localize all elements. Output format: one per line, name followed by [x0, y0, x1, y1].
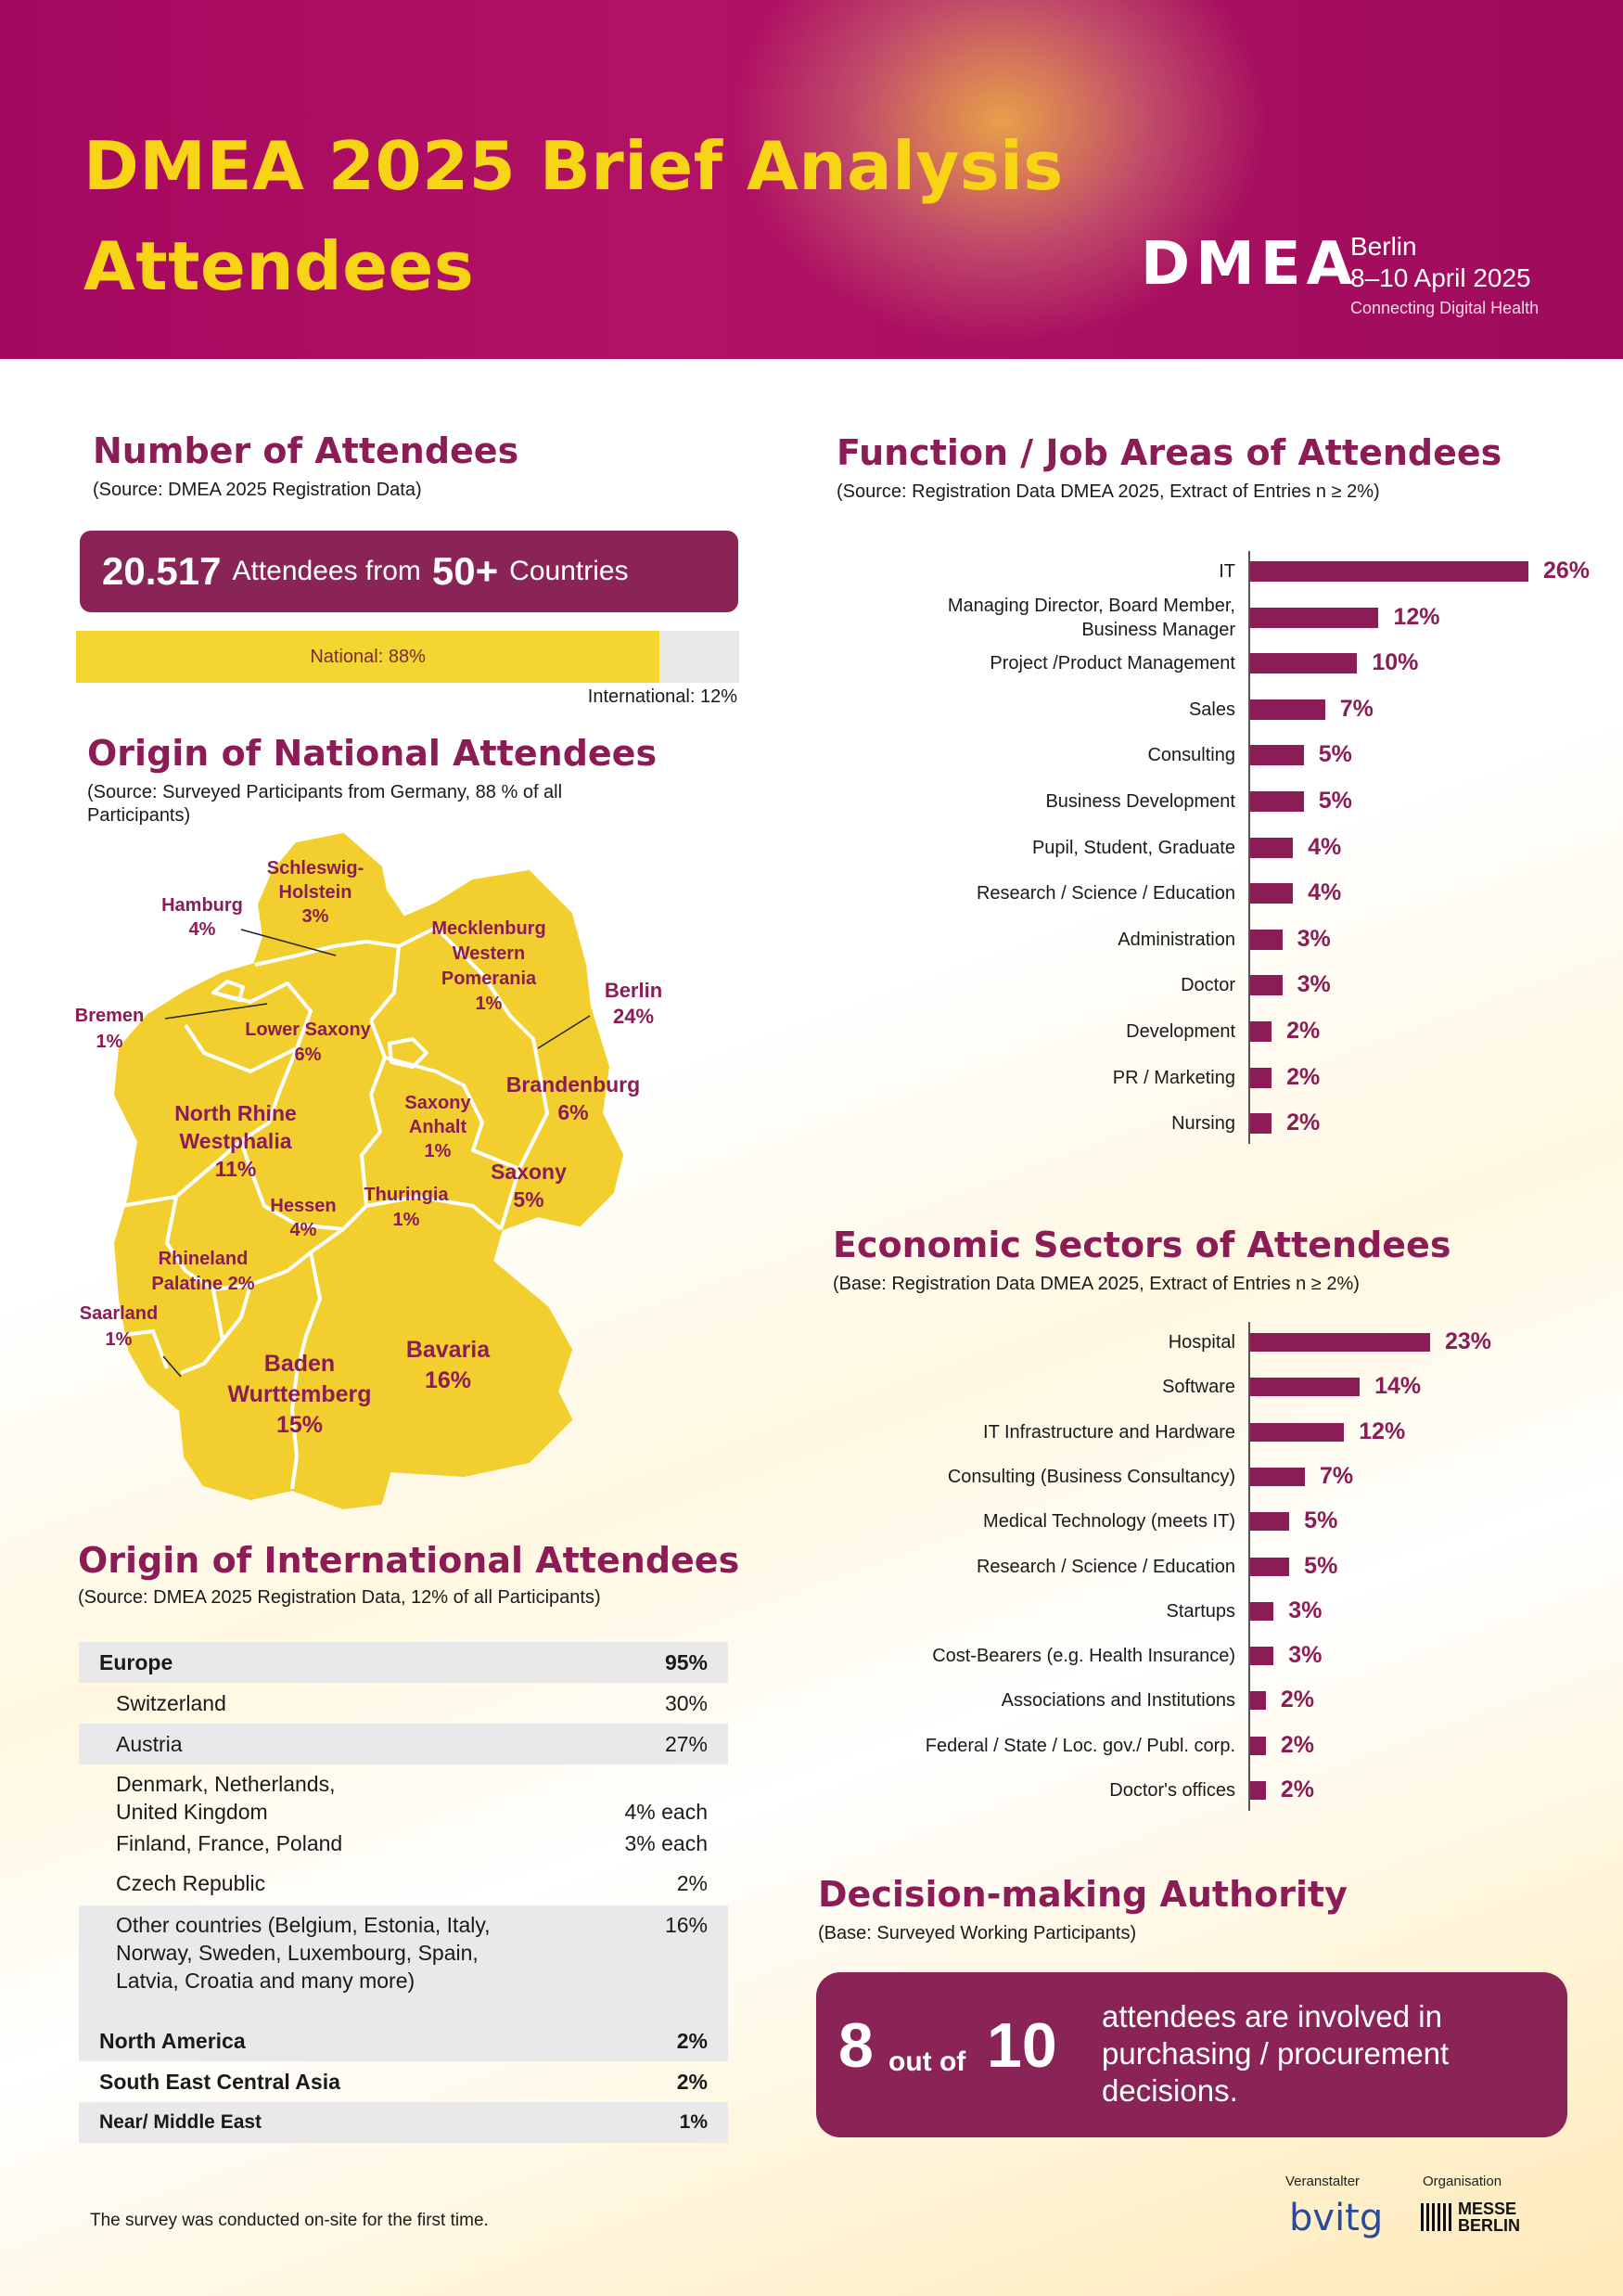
bar — [1250, 791, 1304, 812]
table-row — [79, 2102, 728, 2143]
label-baden-wurttemberg: Baden Wurttemberg 15% — [227, 1351, 372, 1438]
bar — [1250, 1512, 1289, 1531]
bar-label: Cost-Bearers (e.g. Health Insurance) — [932, 1646, 1235, 1667]
survey-footnote: The survey was conducted on-site for the first time. — [90, 2211, 489, 2230]
row-label: Czech Republic — [116, 1870, 266, 1895]
label-bremen: Bremen 1% — [74, 1006, 145, 1052]
label-brandenburg: Brandenburg 6% — [505, 1072, 641, 1124]
bar-label: Federal / State / Loc. gov./ Publ. corp. — [925, 1735, 1235, 1756]
bar — [1250, 1113, 1272, 1134]
table-row — [79, 1683, 728, 1724]
row-value: 2% — [676, 2069, 708, 2094]
label-berlin: Berlin 24% — [604, 979, 663, 1028]
row-label: Near/ Middle East — [99, 2111, 262, 2133]
table-row — [79, 1905, 728, 2020]
international-source: (Source: DMEA 2025 Registration Data, 12% of all Participants) — [78, 1587, 601, 1608]
bar-value-label: 23% — [1445, 1328, 1492, 1354]
bar-label: Doctor — [1181, 975, 1235, 996]
decision-denominator: 10 — [987, 2010, 1057, 2081]
bar-value-label: 3% — [1297, 925, 1331, 952]
bar — [1250, 699, 1325, 720]
bar — [1250, 1021, 1272, 1042]
bar-axis — [1248, 551, 1250, 1144]
bar-axis — [1248, 1322, 1250, 1811]
bar-label: Consulting (Business Consultancy) — [947, 1466, 1235, 1487]
page-title — [83, 116, 1064, 316]
messe-logo-icon — [1421, 2203, 1452, 2231]
bar-value-label: 2% — [1286, 1063, 1321, 1090]
label-saarland: Saarland 1% — [79, 1303, 159, 1350]
bar — [1250, 1068, 1272, 1088]
logo-tagline: Connecting Digital Health — [1350, 299, 1540, 317]
bar-value-label: 2% — [1280, 1777, 1314, 1802]
bar-value-label: 14% — [1374, 1373, 1422, 1400]
row-label: Finland, France, Poland — [116, 1830, 343, 1855]
function-heading: Function / Job Areas of Attendees — [837, 432, 1502, 473]
title-line-2: Attendees — [83, 227, 475, 305]
bvitg-logo: bvitg — [1289, 2197, 1384, 2239]
bar-label: IT Infrastructure and Hardware — [983, 1421, 1235, 1443]
bar — [1250, 1423, 1344, 1442]
bar-value-label: 7% — [1320, 1462, 1354, 1489]
countries-count: 50+ — [431, 549, 499, 593]
bar-value-label: 12% — [1393, 603, 1440, 630]
bar-value-label: 2% — [1280, 1687, 1314, 1713]
row-value: 2% — [676, 1870, 708, 1895]
bar — [1250, 1781, 1266, 1800]
bar-value-label: 10% — [1372, 649, 1419, 676]
bar — [1250, 1737, 1266, 1755]
bar — [1250, 930, 1283, 950]
bar-label: Hospital — [1168, 1332, 1235, 1353]
dmea-logo: DMEA — [1141, 230, 1359, 299]
label-mecklenburg: Mecklenburg Western Pomerania 1% — [431, 918, 546, 1014]
decision-numerator: 8 — [838, 2010, 874, 2081]
bar — [1250, 1468, 1305, 1486]
table-row — [79, 1764, 728, 1826]
bar — [1250, 883, 1293, 904]
bar-value-label: 3% — [1297, 971, 1331, 998]
bar-value-label: 26% — [1543, 558, 1591, 584]
bar-label: Consulting — [1147, 745, 1235, 766]
attendees-from-text: Attendees from — [232, 556, 421, 586]
logo-city: Berlin — [1350, 232, 1417, 261]
international-heading: Origin of International Attendees — [78, 1540, 740, 1581]
row-label: Europe — [99, 1649, 173, 1674]
decision-box — [816, 1972, 1567, 2137]
bar-value-label: 3% — [1288, 1597, 1323, 1623]
bar-value-label: 12% — [1359, 1417, 1406, 1444]
label-hamburg: Hamburg 4% — [161, 895, 243, 940]
title-line-1: DMEA 2025 Brief Analysis — [83, 127, 1064, 205]
bar-label: Startups — [1166, 1600, 1235, 1622]
attendees-count: 20.517 — [102, 549, 222, 593]
row-label: South East Central Asia — [99, 2069, 340, 2094]
label-thuringia: Thuringia 1% — [364, 1185, 449, 1230]
table-row — [79, 1861, 728, 1905]
row-value: 2% — [676, 2028, 708, 2053]
bar-value-label: 5% — [1304, 1507, 1338, 1534]
sectors-source: (Base: Registration Data DMEA 2025, Extract of Entries n ≥ 2%) — [833, 1274, 1360, 1294]
bar-label: Business Development — [1045, 791, 1235, 812]
organizer-label: Veranstalter — [1285, 2174, 1361, 2189]
attendees-count-box — [80, 531, 738, 612]
bar-value-label: 5% — [1318, 788, 1352, 814]
row-label: Other countries (Belgium, Estonia, Italy, Norway, Sweden, Luxembourg, Spain, Latvia, Croatia and many more) — [116, 1913, 491, 1993]
attendees-heading: Number of Attendees — [93, 430, 519, 471]
logo-dates: 8–10 April 2025 — [1350, 263, 1531, 292]
decision-source: (Base: Surveyed Working Participants) — [818, 1923, 1137, 1943]
row-value: 27% — [664, 1731, 708, 1756]
bar — [1250, 561, 1528, 582]
row-label: Denmark, Netherlands, United Kingdom — [116, 1772, 336, 1824]
bar-label: Sales — [1188, 699, 1235, 720]
bar-label: Research / Science / Education — [976, 1556, 1235, 1577]
bar — [1250, 1333, 1430, 1352]
messe-berlin-logo — [1421, 2200, 1520, 2234]
national-heading: Origin of National Attendees — [87, 733, 658, 774]
national-share-fill — [76, 631, 659, 683]
bar-label: Administration — [1118, 929, 1235, 950]
label-hessen: Hessen 4% — [270, 1196, 337, 1240]
international-table — [79, 1642, 728, 2143]
international-label: International: 12% — [587, 686, 737, 707]
label-saxony: Saxony 5% — [491, 1160, 567, 1212]
bar — [1250, 975, 1283, 995]
bar-label: Development — [1126, 1021, 1235, 1042]
bar-value-label: 2% — [1280, 1731, 1314, 1758]
bar-label: Software — [1162, 1377, 1235, 1398]
row-value: 4% each — [624, 1800, 708, 1824]
bar-value-label: 4% — [1308, 833, 1342, 860]
bar-value-label: 4% — [1308, 879, 1342, 906]
countries-text: Countries — [509, 556, 629, 586]
bar-label: Doctor's offices — [1109, 1780, 1235, 1801]
bar — [1250, 745, 1304, 765]
table-row — [79, 1642, 728, 1683]
row-label: Switzerland — [116, 1690, 226, 1715]
table-row — [79, 2061, 728, 2102]
row-value: 3% each — [624, 1830, 708, 1855]
bar — [1250, 1602, 1273, 1621]
bar-value-label: 7% — [1339, 695, 1374, 722]
bar — [1250, 838, 1293, 858]
row-value: 30% — [664, 1690, 708, 1715]
bar — [1250, 653, 1357, 673]
row-label: Austria — [116, 1731, 183, 1756]
bar-label: PR / Marketing — [1112, 1067, 1235, 1088]
messe-line-2: BERLIN — [1458, 2216, 1520, 2235]
bar-label: Project /Product Management — [990, 653, 1235, 674]
bar-label: Managing Director, Board Member, Business Manager — [947, 595, 1235, 640]
national-source: (Source: Surveyed Participants from Germany, 88 % of all Participants) — [87, 782, 563, 826]
bar-label: Associations and Institutions — [1001, 1690, 1235, 1712]
germany-map — [65, 816, 663, 1521]
label-schleswig-holstein: Schleswig-Holstein 3% — [266, 858, 364, 927]
label-saxony-anhalt: Saxony Anhalt 1% — [404, 1093, 471, 1161]
attendees-source: (Source: DMEA 2025 Registration Data) — [93, 480, 422, 500]
table-row — [79, 1826, 728, 1861]
bar — [1250, 1558, 1289, 1576]
table-row — [79, 2020, 728, 2061]
row-value: 1% — [679, 2111, 708, 2133]
decision-out-of: out of — [888, 2046, 966, 2077]
organisation-label: Organisation — [1423, 2174, 1502, 2189]
row-value: 16% — [664, 1913, 708, 1937]
bar-label: IT — [1219, 561, 1235, 582]
bar-label: Medical Technology (meets IT) — [983, 1511, 1235, 1533]
header-banner — [0, 0, 1623, 359]
messe-line-1: MESSE — [1458, 2200, 1517, 2218]
national-label: National: 88% — [310, 646, 426, 667]
national-share-bar — [76, 631, 739, 683]
bar-value-label: 5% — [1304, 1552, 1338, 1579]
bar-label: Pupil, Student, Graduate — [1031, 837, 1235, 858]
sectors-heading: Economic Sectors of Attendees — [833, 1225, 1451, 1265]
table-row — [79, 1724, 728, 1764]
label-bavaria: Bavaria 16% — [405, 1337, 491, 1393]
bar — [1250, 1691, 1266, 1710]
decision-text: attendees are involved in purchasing / procurement decisions. — [1102, 1999, 1450, 2108]
label-lower-saxony: Lower Saxony 6% — [245, 1020, 371, 1065]
bar-value-label: 3% — [1288, 1642, 1323, 1669]
label-rhineland-palatine: Rhineland Palatine 2% — [151, 1249, 255, 1294]
bar-label: Nursing — [1171, 1113, 1235, 1135]
bar-value-label: 5% — [1318, 741, 1352, 768]
decision-heading: Decision-making Authority — [818, 1874, 1348, 1915]
row-value: 95% — [664, 1649, 708, 1674]
bar — [1250, 608, 1378, 628]
bar — [1250, 1378, 1360, 1396]
bar-value-label: 2% — [1286, 1110, 1321, 1136]
bar-label: Research / Science / Education — [976, 883, 1235, 904]
bar-value-label: 2% — [1286, 1018, 1321, 1044]
function-source: (Source: Registration Data DMEA 2025, Extract of Entries n ≥ 2%) — [837, 481, 1380, 502]
row-label: North America — [99, 2028, 246, 2053]
bar — [1250, 1647, 1273, 1665]
label-north-rhine-westphalia: North Rhine Westphalia 11% — [174, 1101, 297, 1181]
